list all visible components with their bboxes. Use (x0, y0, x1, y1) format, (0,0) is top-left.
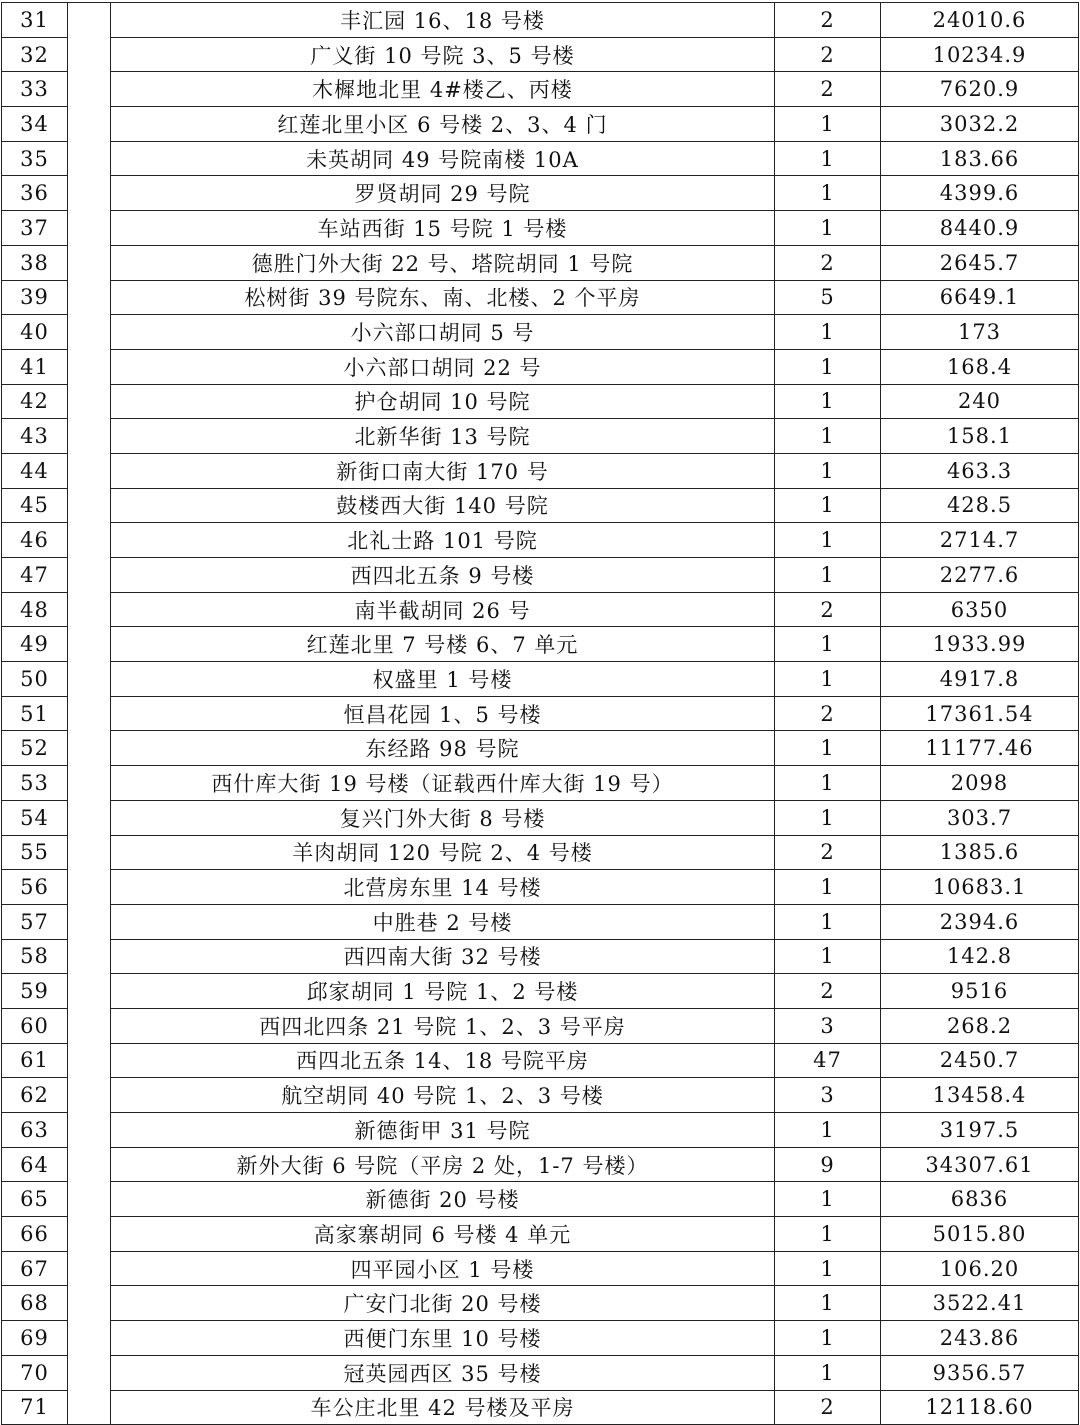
table-row (2, 558, 1079, 593)
row-number-cell: 56 (2, 870, 68, 905)
table-row (2, 1286, 1079, 1321)
table-row (2, 523, 1079, 558)
table-row (2, 349, 1079, 384)
address-cell: 羊肉胡同 120 号院 2、4 号楼 (111, 835, 775, 870)
count-cell: 2 (775, 592, 881, 627)
area-cell: 10683.1 (881, 870, 1079, 905)
address-cell: 新街口南大街 170 号 (111, 453, 775, 488)
count-cell: 1 (775, 1113, 881, 1148)
area-cell: 183.66 (881, 141, 1079, 176)
table-row (2, 453, 1079, 488)
count-cell: 1 (775, 176, 881, 211)
area-cell: 3522.41 (881, 1286, 1079, 1321)
table-row (2, 37, 1079, 72)
table-row (2, 939, 1079, 974)
table-row (2, 1147, 1079, 1182)
row-number-cell: 70 (2, 1355, 68, 1390)
address-cell: 西四北四条 21 号院 1、2、3 号平房 (111, 1008, 775, 1043)
address-cell: 中胜巷 2 号楼 (111, 904, 775, 939)
address-cell: 车站西街 15 号院 1 号楼 (111, 211, 775, 246)
table-row (2, 1043, 1079, 1078)
count-cell: 1 (775, 1182, 881, 1217)
count-cell: 1 (775, 558, 881, 593)
merged-blank-cell (68, 3, 111, 1425)
count-cell: 2 (775, 72, 881, 107)
area-cell: 5015.80 (881, 1217, 1079, 1252)
address-cell: 广义街 10 号院 3、5 号楼 (111, 37, 775, 72)
count-cell: 2 (775, 974, 881, 1009)
area-cell: 2645.7 (881, 245, 1079, 280)
address-cell: 红莲北里小区 6 号楼 2、3、4 门 (111, 107, 775, 142)
count-cell: 9 (775, 1147, 881, 1182)
row-number-cell: 58 (2, 939, 68, 974)
table-row (2, 1008, 1079, 1043)
address-cell: 西四北五条 14、18 号院平房 (111, 1043, 775, 1078)
table-row (2, 766, 1079, 801)
count-cell: 1 (775, 453, 881, 488)
address-cell: 北礼士路 101 号院 (111, 523, 775, 558)
table-row (2, 107, 1079, 142)
row-number-cell: 33 (2, 72, 68, 107)
row-number-cell: 45 (2, 488, 68, 523)
area-cell: 240 (881, 384, 1079, 419)
table-row (2, 211, 1079, 246)
address-cell: 邱家胡同 1 号院 1、2 号楼 (111, 974, 775, 1009)
area-cell: 168.4 (881, 349, 1079, 384)
count-cell: 1 (775, 211, 881, 246)
area-cell: 2714.7 (881, 523, 1079, 558)
count-cell: 2 (775, 1390, 881, 1425)
row-number-cell: 61 (2, 1043, 68, 1078)
row-number-cell: 43 (2, 419, 68, 454)
count-cell: 1 (775, 627, 881, 662)
area-cell: 7620.9 (881, 72, 1079, 107)
count-cell: 47 (775, 1043, 881, 1078)
table-row (2, 1217, 1079, 1252)
area-cell: 3032.2 (881, 107, 1079, 142)
area-cell: 463.3 (881, 453, 1079, 488)
area-cell: 34307.61 (881, 1147, 1079, 1182)
address-cell: 罗贤胡同 29 号院 (111, 176, 775, 211)
area-cell: 142.8 (881, 939, 1079, 974)
row-number-cell: 71 (2, 1390, 68, 1425)
row-number-cell: 67 (2, 1251, 68, 1286)
count-cell: 2 (775, 37, 881, 72)
table-row (2, 315, 1079, 350)
table-row (2, 419, 1079, 454)
row-number-cell: 63 (2, 1113, 68, 1148)
table-row (2, 1182, 1079, 1217)
row-number-cell: 55 (2, 835, 68, 870)
address-cell: 丰汇园 16、18 号楼 (111, 3, 775, 38)
row-number-cell: 36 (2, 176, 68, 211)
area-cell: 2394.6 (881, 904, 1079, 939)
row-number-cell: 38 (2, 245, 68, 280)
address-cell: 新外大街 6 号院（平房 2 处，1-7 号楼） (111, 1147, 775, 1182)
count-cell: 1 (775, 315, 881, 350)
address-cell: 西四北五条 9 号楼 (111, 558, 775, 593)
address-cell: 德胜门外大街 22 号、塔院胡同 1 号院 (111, 245, 775, 280)
table-row (2, 662, 1079, 697)
table-row (2, 592, 1079, 627)
table-row (2, 280, 1079, 315)
row-number-cell: 65 (2, 1182, 68, 1217)
area-cell: 106.20 (881, 1251, 1079, 1286)
row-number-cell: 53 (2, 766, 68, 801)
table-row (2, 974, 1079, 1009)
table-row (2, 1251, 1079, 1286)
table-body (2, 3, 1079, 1425)
table-row (2, 245, 1079, 280)
table-row (2, 1355, 1079, 1390)
area-cell: 2098 (881, 766, 1079, 801)
address-cell: 新德街 20 号楼 (111, 1182, 775, 1217)
table-row (2, 1113, 1079, 1148)
address-cell: 小六部口胡同 5 号 (111, 315, 775, 350)
row-number-cell: 35 (2, 141, 68, 176)
area-cell: 1933.99 (881, 627, 1079, 662)
area-cell: 6350 (881, 592, 1079, 627)
address-cell: 四平园小区 1 号楼 (111, 1251, 775, 1286)
address-cell: 鼓楼西大街 140 号院 (111, 488, 775, 523)
address-cell: 西什库大街 19 号楼（证载西什库大街 19 号） (111, 766, 775, 801)
row-number-cell: 40 (2, 315, 68, 350)
address-cell: 高家寨胡同 6 号楼 4 单元 (111, 1217, 775, 1252)
address-cell: 权盛里 1 号楼 (111, 662, 775, 697)
area-cell: 4917.8 (881, 662, 1079, 697)
address-cell: 车公庄北里 42 号楼及平房 (111, 1390, 775, 1425)
table-row (2, 627, 1079, 662)
table-row (2, 1321, 1079, 1356)
row-number-cell: 31 (2, 3, 68, 38)
address-cell: 广安门北街 20 号楼 (111, 1286, 775, 1321)
address-cell: 红莲北里 7 号楼 6、7 单元 (111, 627, 775, 662)
area-cell: 12118.60 (881, 1390, 1079, 1425)
count-cell: 3 (775, 1008, 881, 1043)
area-cell: 428.5 (881, 488, 1079, 523)
table-row (2, 696, 1079, 731)
area-cell: 6836 (881, 1182, 1079, 1217)
count-cell: 1 (775, 1355, 881, 1390)
count-cell: 1 (775, 1251, 881, 1286)
table-row (2, 904, 1079, 939)
area-cell: 17361.54 (881, 696, 1079, 731)
count-cell: 2 (775, 696, 881, 731)
row-number-cell: 68 (2, 1286, 68, 1321)
row-number-cell: 69 (2, 1321, 68, 1356)
count-cell: 2 (775, 835, 881, 870)
area-cell: 268.2 (881, 1008, 1079, 1043)
count-cell: 1 (775, 1217, 881, 1252)
address-cell: 护仓胡同 10 号院 (111, 384, 775, 419)
count-cell: 1 (775, 384, 881, 419)
area-cell: 3197.5 (881, 1113, 1079, 1148)
area-cell: 1385.6 (881, 835, 1079, 870)
address-cell: 恒昌花园 1、5 号楼 (111, 696, 775, 731)
count-cell: 3 (775, 1078, 881, 1113)
area-cell: 4399.6 (881, 176, 1079, 211)
count-cell: 1 (775, 870, 881, 905)
row-number-cell: 37 (2, 211, 68, 246)
row-number-cell: 42 (2, 384, 68, 419)
count-cell: 1 (775, 488, 881, 523)
count-cell: 1 (775, 1321, 881, 1356)
table-row (2, 731, 1079, 766)
count-cell: 2 (775, 245, 881, 280)
row-number-cell: 48 (2, 592, 68, 627)
count-cell: 1 (775, 662, 881, 697)
count-cell: 1 (775, 349, 881, 384)
address-cell: 北新华街 13 号院 (111, 419, 775, 454)
area-cell: 6649.1 (881, 280, 1079, 315)
count-cell: 2 (775, 3, 881, 38)
area-cell: 303.7 (881, 800, 1079, 835)
table-row (2, 3, 1079, 38)
row-number-cell: 49 (2, 627, 68, 662)
row-number-cell: 51 (2, 696, 68, 731)
area-cell: 8440.9 (881, 211, 1079, 246)
row-number-cell: 64 (2, 1147, 68, 1182)
address-cell: 小六部口胡同 22 号 (111, 349, 775, 384)
housing-table (1, 2, 1079, 1425)
address-cell: 新德街甲 31 号院 (111, 1113, 775, 1148)
table-row (2, 72, 1079, 107)
area-cell: 10234.9 (881, 37, 1079, 72)
row-number-cell: 39 (2, 280, 68, 315)
address-cell: 西四南大街 32 号楼 (111, 939, 775, 974)
address-cell: 木樨地北里 4#楼乙、丙楼 (111, 72, 775, 107)
table-row (2, 1078, 1079, 1113)
row-number-cell: 66 (2, 1217, 68, 1252)
row-number-cell: 32 (2, 37, 68, 72)
row-number-cell: 46 (2, 523, 68, 558)
area-cell: 11177.46 (881, 731, 1079, 766)
count-cell: 5 (775, 280, 881, 315)
count-cell: 1 (775, 1286, 881, 1321)
table-row (2, 384, 1079, 419)
count-cell: 1 (775, 141, 881, 176)
count-cell: 1 (775, 419, 881, 454)
count-cell: 1 (775, 939, 881, 974)
address-cell: 北营房东里 14 号楼 (111, 870, 775, 905)
table-row (2, 800, 1079, 835)
table-row (2, 835, 1079, 870)
address-cell: 西便门东里 10 号楼 (111, 1321, 775, 1356)
area-cell: 13458.4 (881, 1078, 1079, 1113)
table-row (2, 176, 1079, 211)
area-cell: 173 (881, 315, 1079, 350)
count-cell: 1 (775, 904, 881, 939)
row-number-cell: 57 (2, 904, 68, 939)
row-number-cell: 54 (2, 800, 68, 835)
row-number-cell: 52 (2, 731, 68, 766)
area-cell: 2277.6 (881, 558, 1079, 593)
table-row (2, 870, 1079, 905)
table-row (2, 1390, 1079, 1425)
address-cell: 东经路 98 号院 (111, 731, 775, 766)
address-cell: 航空胡同 40 号院 1、2、3 号楼 (111, 1078, 775, 1113)
area-cell: 24010.6 (881, 3, 1079, 38)
area-cell: 2450.7 (881, 1043, 1079, 1078)
count-cell: 1 (775, 107, 881, 142)
address-cell: 复兴门外大街 8 号楼 (111, 800, 775, 835)
count-cell: 1 (775, 731, 881, 766)
area-cell: 243.86 (881, 1321, 1079, 1356)
row-number-cell: 47 (2, 558, 68, 593)
address-cell: 南半截胡同 26 号 (111, 592, 775, 627)
area-cell: 9516 (881, 974, 1079, 1009)
count-cell: 1 (775, 523, 881, 558)
row-number-cell: 59 (2, 974, 68, 1009)
row-number-cell: 62 (2, 1078, 68, 1113)
area-cell: 158.1 (881, 419, 1079, 454)
row-number-cell: 50 (2, 662, 68, 697)
count-cell: 1 (775, 766, 881, 801)
row-number-cell: 34 (2, 107, 68, 142)
address-cell: 冠英园西区 35 号楼 (111, 1355, 775, 1390)
address-cell: 松树街 39 号院东、南、北楼、2 个平房 (111, 280, 775, 315)
row-number-cell: 44 (2, 453, 68, 488)
row-number-cell: 60 (2, 1008, 68, 1043)
table-row (2, 141, 1079, 176)
address-cell: 未英胡同 49 号院南楼 10A (111, 141, 775, 176)
row-number-cell: 41 (2, 349, 68, 384)
count-cell: 1 (775, 800, 881, 835)
area-cell: 9356.57 (881, 1355, 1079, 1390)
table-row (2, 488, 1079, 523)
